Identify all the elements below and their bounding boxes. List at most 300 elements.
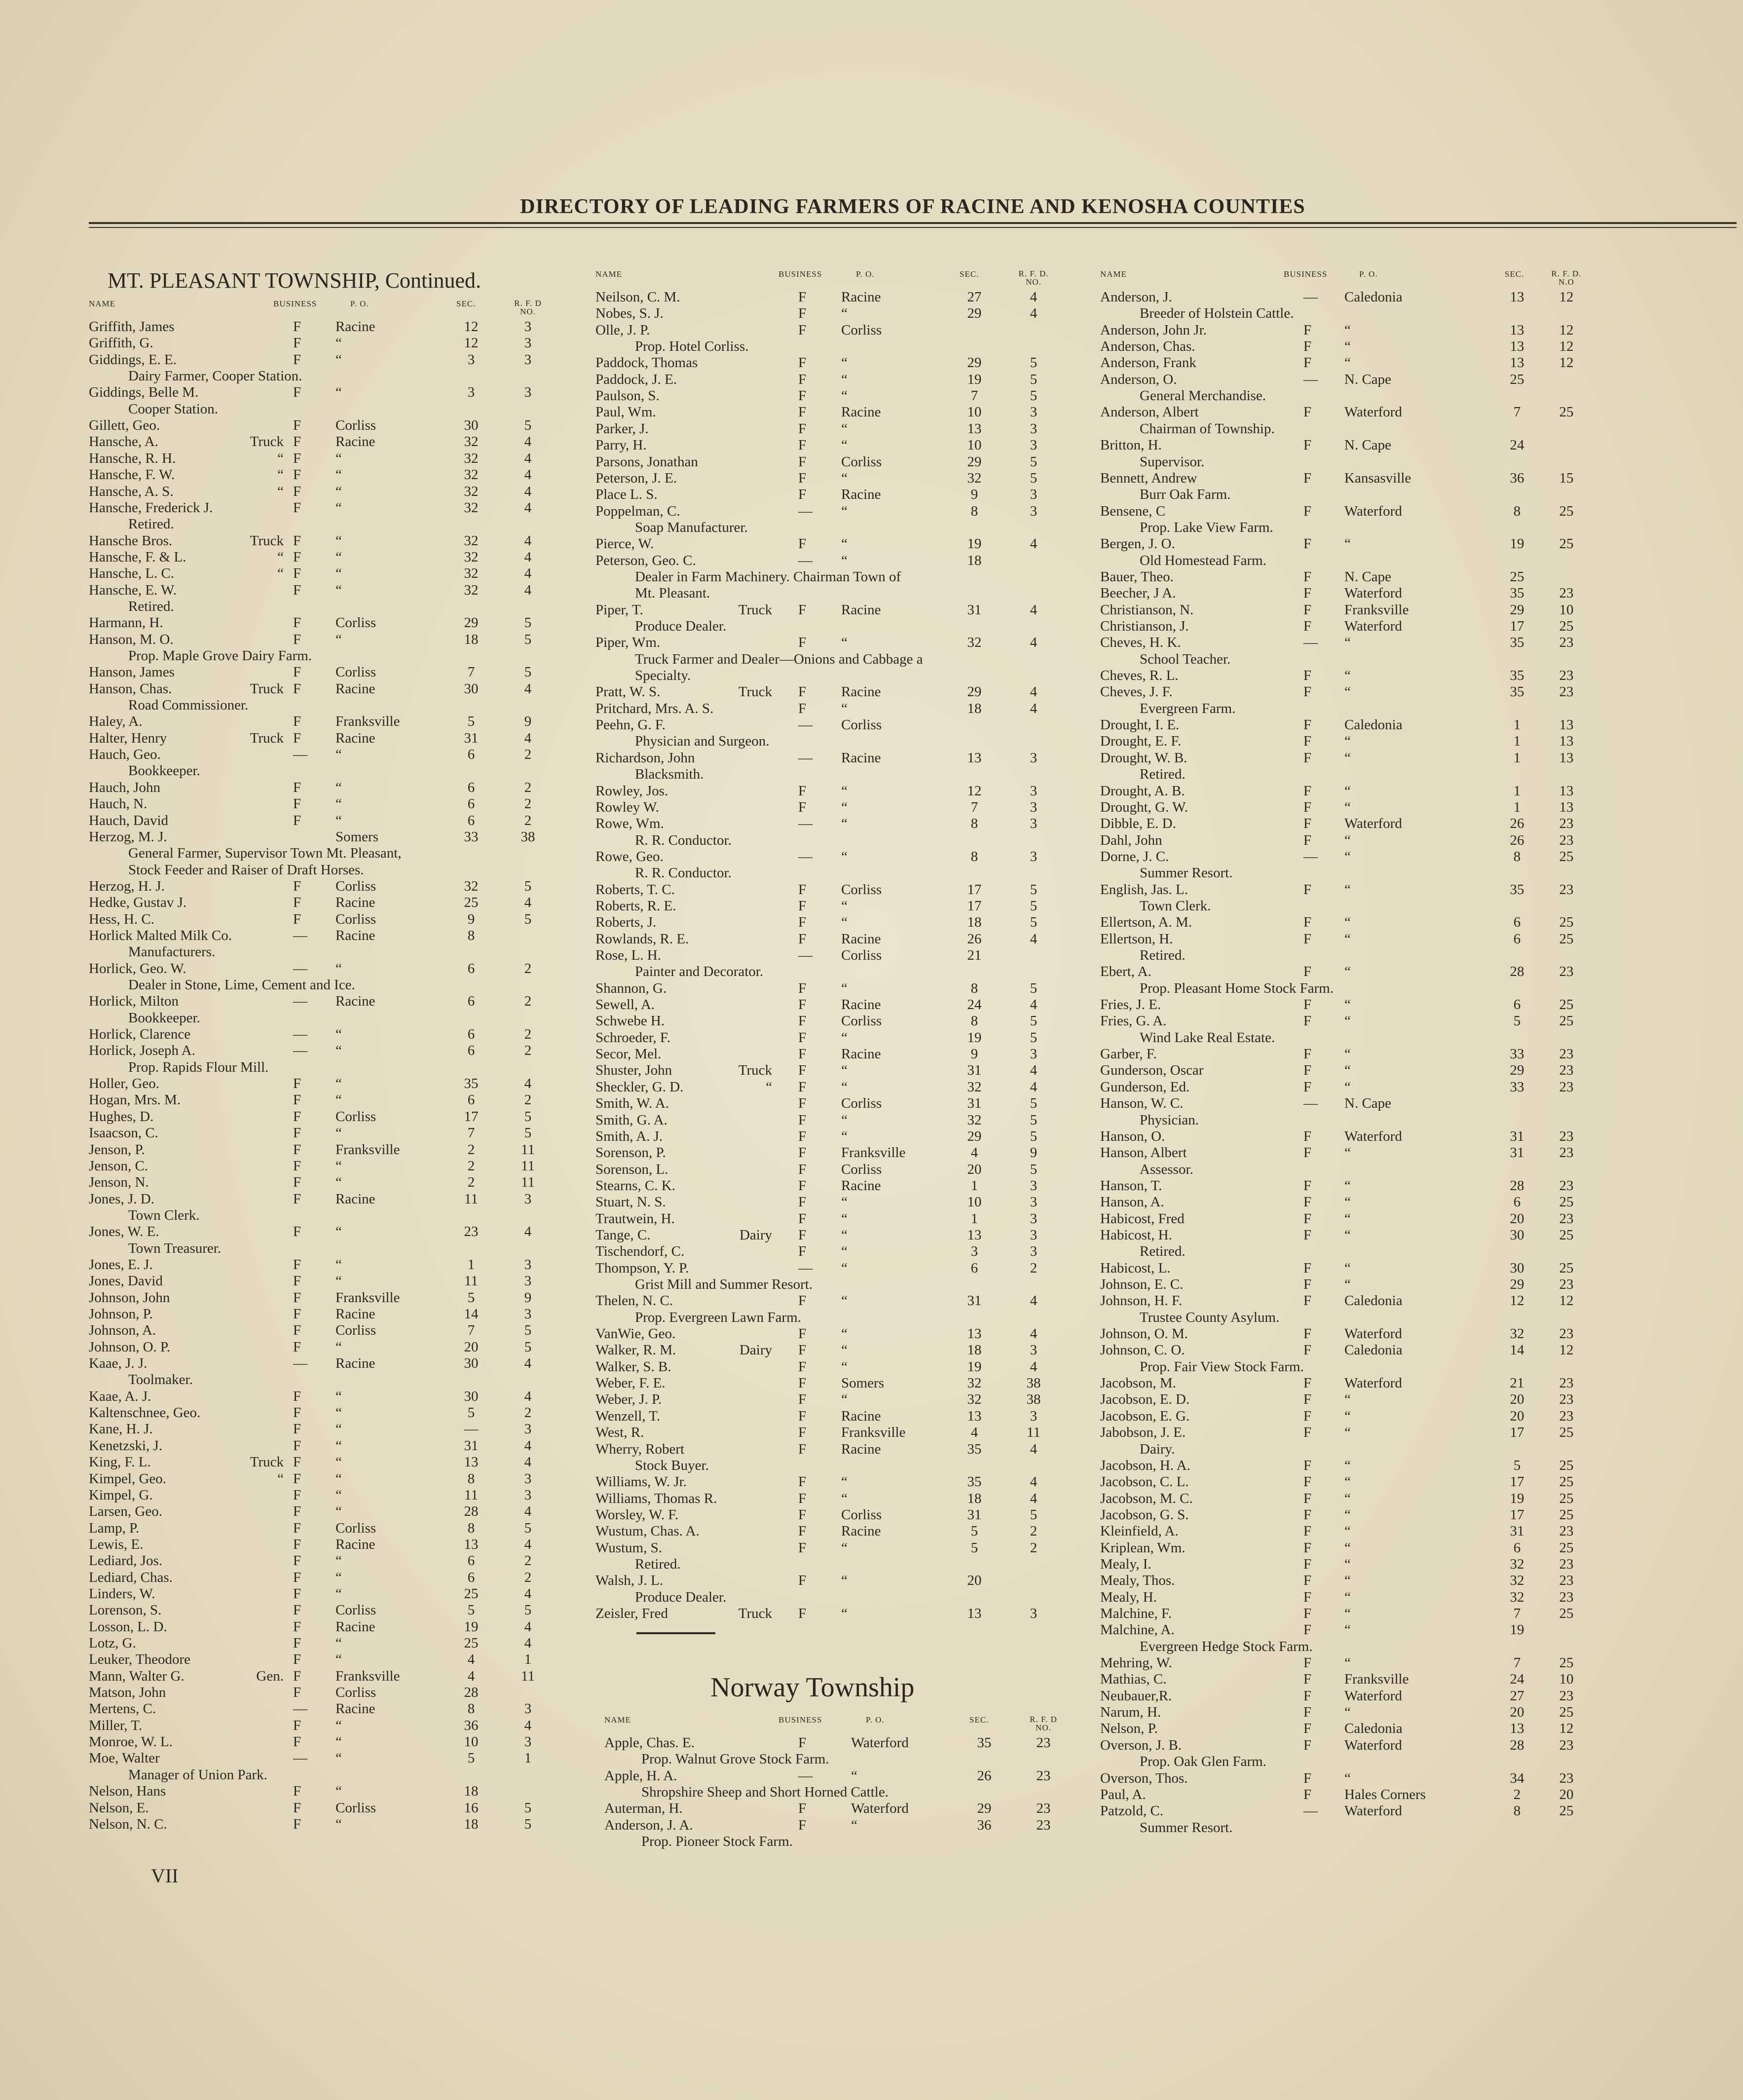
entry-note: Retired. — [1140, 1243, 1186, 1260]
entry-business: F — [798, 1046, 807, 1062]
entry-name: Kaae, A. J. — [89, 1388, 151, 1404]
entry-po: “ — [1344, 1622, 1351, 1638]
entry-note: Evergreen Hedge Stock Farm. — [1140, 1638, 1313, 1654]
entry-sec: 13 — [967, 1408, 982, 1424]
entry-po: N. Cape — [1344, 371, 1392, 387]
entry-rfd: 9 — [524, 713, 532, 730]
entry-name: Hansche, R. H. — [89, 450, 176, 466]
entry-rfd: 12 — [1559, 338, 1574, 355]
entry-business: — — [798, 750, 813, 766]
entry-rfd: 5 — [524, 1125, 532, 1141]
entry-rfd: 2 — [524, 1405, 532, 1421]
entry-name: Jacobson, H. A. — [1100, 1457, 1190, 1473]
entry-note: Burr Oak Farm. — [1140, 487, 1231, 503]
entry-sec: 13 — [1510, 322, 1524, 338]
entry-rfd: 4 — [1030, 1441, 1038, 1457]
entry-name: Shannon, G. — [595, 980, 667, 996]
entry-rfd: 23 — [1559, 1276, 1574, 1292]
entry-name: Jacobson, E. D. — [1100, 1391, 1190, 1408]
entry-rfd: 3 — [1030, 1243, 1038, 1260]
entry-rfd: 3 — [524, 1191, 532, 1207]
entry-sec: 13 — [1510, 338, 1524, 355]
entry-po: “ — [335, 450, 342, 466]
entry-sec: 1 — [1513, 783, 1521, 799]
entry-po: “ — [841, 1128, 848, 1144]
entry-name: Anderson, John Jr. — [1100, 322, 1207, 338]
entry-business: F — [1303, 1375, 1312, 1391]
entry-trade: Truck — [250, 680, 284, 697]
entry-business: F — [1303, 832, 1312, 848]
entry-po: Waterford — [1344, 1803, 1402, 1819]
entry-sec: 18 — [967, 552, 982, 568]
entry-rfd: 4 — [524, 1717, 532, 1733]
directory-row — [0, 997, 1743, 1013]
entry-business: F — [293, 467, 301, 483]
entry-name: Monroe, W. L. — [89, 1734, 173, 1750]
entry-sec: 6 — [467, 1553, 475, 1569]
entry-name: Poppelman, C. — [595, 503, 680, 519]
entry-business: F — [1303, 1688, 1312, 1704]
entry-business: F — [1303, 684, 1312, 700]
entry-rfd: 12 — [1559, 355, 1574, 371]
entry-po: Corliss — [335, 1685, 376, 1701]
entry-rfd: 4 — [1030, 1474, 1038, 1490]
entry-note: Retired. — [1140, 766, 1186, 783]
entry-sec: 32 — [1510, 1556, 1524, 1572]
entry-sec: 31 — [464, 1437, 479, 1454]
entry-rfd: 23 — [1559, 832, 1574, 848]
entry-po: “ — [335, 1750, 342, 1766]
entry-rfd: 25 — [1559, 1803, 1574, 1819]
entry-business: F — [798, 1227, 807, 1243]
entry-sec: 31 — [1510, 1523, 1524, 1539]
entry-rfd: 3 — [524, 1256, 532, 1273]
entry-po: Waterford — [1344, 1737, 1402, 1753]
entry-name: Johnson, A. — [89, 1322, 156, 1339]
header-po: P. O. — [350, 299, 369, 308]
entry-rfd: 5 — [1030, 881, 1038, 898]
entry-po: “ — [841, 1474, 848, 1490]
entry-business: F — [798, 1013, 807, 1029]
directory-row — [0, 1787, 1743, 1803]
entry-po: Caledonia — [1344, 1342, 1403, 1358]
directory-row — [0, 799, 1743, 816]
entry-name: Christianson, N. — [1100, 601, 1194, 618]
entry-po: Kansasville — [1344, 470, 1411, 486]
header-name: NAME — [1100, 269, 1127, 279]
entry-po: Waterford — [1344, 1375, 1402, 1391]
directory-row — [0, 1507, 1743, 1523]
norway-title: Norway Township — [710, 1672, 915, 1703]
entry-sec: 1 — [970, 1210, 978, 1227]
entry-note: R. R. Conductor. — [635, 832, 732, 848]
entry-sec: 13 — [464, 1536, 479, 1552]
entry-business: F — [1303, 355, 1312, 371]
entry-business: F — [1303, 1391, 1312, 1408]
top-rule-thick — [89, 222, 1737, 224]
entry-name: Schroeder, F. — [595, 1029, 670, 1046]
entry-rfd: 5 — [1030, 1506, 1038, 1523]
directory-row — [0, 1079, 1743, 1095]
entry-name: Sewell, A. — [595, 997, 655, 1013]
entry-rfd: 4 — [1030, 700, 1038, 716]
entry-sec: 8 — [467, 1470, 475, 1487]
entry-rfd: 5 — [1030, 1161, 1038, 1177]
entry-business: F — [798, 914, 807, 931]
entry-name: Ellertson, A. M. — [1100, 914, 1192, 931]
entry-business: — — [1303, 848, 1318, 864]
entry-rfd: 4 — [1030, 1079, 1038, 1095]
entry-rfd: 3 — [1030, 1227, 1038, 1243]
header-name: NAME — [604, 1715, 631, 1725]
entry-business: F — [1303, 1490, 1312, 1506]
entry-sec: 16 — [464, 1800, 479, 1816]
entry-rfd: 2 — [1030, 1523, 1038, 1539]
entry-business: F — [293, 549, 301, 565]
entry-business: F — [798, 799, 807, 815]
entry-name: Miller, T. — [89, 1717, 143, 1733]
entry-po: “ — [335, 1158, 342, 1174]
entry-name: Kimpel, G. — [89, 1487, 153, 1503]
entry-business: F — [798, 1210, 807, 1227]
entry-business: F — [293, 1076, 301, 1092]
entry-po: “ — [1344, 536, 1351, 552]
entry-note: Bookkeeper. — [128, 1010, 200, 1026]
entry-name: VanWie, Geo. — [595, 1326, 676, 1342]
entry-po: “ — [841, 388, 848, 404]
entry-po: “ — [335, 351, 342, 368]
entry-rfd: 4 — [524, 532, 532, 549]
entry-business: F — [293, 1224, 301, 1240]
entry-rfd: 5 — [1030, 371, 1038, 387]
entry-sec: 4 — [467, 1651, 475, 1668]
entry-rfd: 5 — [1030, 898, 1038, 914]
entry-sec: 1 — [970, 1177, 978, 1194]
entry-sec: 11 — [464, 1487, 478, 1503]
entry-name: Paulson, S. — [595, 388, 660, 404]
entry-sec: 31 — [967, 1506, 982, 1523]
entry-note: Shropshire Sheep and Short Horned Cattle. — [641, 1784, 889, 1800]
directory-row — [0, 1194, 1743, 1210]
entry-business: F — [1303, 1293, 1312, 1309]
entry-business: F — [1303, 1655, 1312, 1671]
entry-rfd: 2 — [1030, 1260, 1038, 1276]
entry-po: “ — [841, 700, 848, 716]
entry-rfd: 4 — [1030, 289, 1038, 305]
entry-po: Corliss — [841, 947, 882, 963]
directory-row — [0, 1062, 1743, 1079]
entry-name: Johnson, O. P. — [89, 1339, 171, 1355]
entry-business: F — [1303, 568, 1312, 585]
entry-po: “ — [841, 1391, 848, 1408]
entry-po: “ — [1344, 338, 1351, 355]
entry-name: Zeisler, Fred — [595, 1606, 668, 1621]
entry-name: Hansche, F. W. — [89, 467, 175, 483]
directory-row — [0, 947, 1743, 964]
entry-po: “ — [1344, 1539, 1351, 1556]
entry-name: Matson, John — [89, 1685, 166, 1701]
entry-po: Corliss — [335, 1108, 376, 1125]
entry-business: — — [798, 552, 813, 568]
entry-trade: Gen. — [256, 1668, 284, 1684]
entry-sec: 6 — [467, 960, 475, 976]
entry-rfd: 4 — [1030, 1326, 1038, 1342]
entry-name: Anderson, Frank — [1100, 355, 1196, 371]
entry-business: F — [798, 1606, 807, 1621]
entry-business: — — [1303, 1095, 1318, 1112]
entry-name: West, R. — [595, 1425, 644, 1441]
entry-po: Racine — [335, 680, 375, 697]
directory-row — [0, 1276, 1743, 1293]
entry-business: F — [293, 1454, 301, 1470]
directory-row — [0, 849, 1743, 865]
entry-note: Produce Dealer. — [635, 1589, 727, 1605]
entry-po: “ — [335, 1816, 342, 1832]
entry-rfd: 23 — [1559, 1556, 1574, 1572]
directory-row — [0, 931, 1743, 947]
entry-po: “ — [335, 1092, 342, 1108]
entry-name: Drought, I. E. — [1100, 717, 1180, 733]
entry-rfd: 5 — [524, 1800, 532, 1816]
entry-name: Hanson, T. — [1100, 1177, 1162, 1194]
entry-rfd: 2 — [524, 747, 532, 763]
entry-business: F — [1303, 404, 1312, 420]
entry-note: R. R. Conductor. — [635, 865, 732, 881]
entry-sec: 28 — [1510, 1737, 1524, 1753]
entry-note: Retired. — [635, 1556, 681, 1572]
entry-po: “ — [841, 1539, 848, 1556]
entry-rfd: 25 — [1559, 1457, 1574, 1473]
directory-row — [0, 783, 1743, 799]
entry-name: Giddings, E. E. — [89, 351, 177, 368]
entry-name: Rowley, Jos. — [595, 783, 668, 799]
entry-business: F — [798, 536, 807, 552]
entry-sec: 5 — [1513, 1457, 1521, 1473]
entry-sec: 17 — [967, 881, 982, 898]
entry-name: Nelson, P. — [1100, 1721, 1158, 1737]
entry-po: Racine — [841, 684, 881, 700]
directory-row — [0, 1243, 1743, 1260]
directory-row — [0, 1046, 1743, 1062]
directory-row — [0, 1817, 1743, 1834]
entry-rfd: 3 — [524, 1734, 532, 1750]
entry-rfd: 23 — [1559, 1326, 1574, 1342]
entry-sec: 17 — [464, 1108, 479, 1125]
entry-po: Corliss — [335, 615, 376, 631]
entry-sec: 21 — [967, 947, 982, 963]
entry-name: Kleinfield, A. — [1100, 1523, 1179, 1539]
entry-rfd: 13 — [1559, 799, 1574, 815]
entry-rfd: 3 — [1030, 503, 1038, 519]
entry-business: F — [798, 1029, 807, 1046]
entry-sec: 32 — [967, 1391, 982, 1408]
entry-sec: 28 — [464, 1503, 479, 1520]
entry-rfd: 11 — [1027, 1425, 1040, 1441]
entry-business: F — [293, 1816, 301, 1832]
header-business: BUSINESS — [779, 1715, 822, 1725]
entry-rfd: 25 — [1559, 1539, 1574, 1556]
entry-po: “ — [841, 898, 848, 914]
entry-business: F — [1303, 1326, 1312, 1342]
entry-sec: 29 — [1510, 1276, 1524, 1292]
entry-sec: 32 — [464, 878, 479, 894]
entry-business: F — [293, 911, 301, 927]
directory-row — [0, 1458, 1743, 1474]
entry-sec: 13 — [967, 420, 982, 437]
entry-rfd: 12 — [1559, 1721, 1574, 1737]
entry-name: Nelson, N. C. — [89, 1816, 167, 1832]
entry-name: Hess, H. C. — [89, 911, 154, 927]
entry-name: Hansche, F. & L. — [89, 549, 186, 565]
entry-name: Parker, J. — [595, 420, 649, 437]
directory-row — [0, 701, 1743, 717]
entry-sec: 18 — [464, 631, 479, 647]
entry-business: F — [1303, 717, 1312, 733]
entry-name: Fries, J. E. — [1100, 997, 1161, 1013]
entry-po: Caledonia — [1344, 717, 1403, 733]
entry-rfd: 25 — [1559, 1474, 1574, 1490]
entry-sec: 32 — [464, 483, 479, 499]
entry-business: F — [1303, 1079, 1312, 1095]
entry-rfd: 3 — [524, 1470, 532, 1487]
entry-business: F — [293, 779, 301, 795]
entry-note: Retired. — [128, 516, 174, 532]
entry-business: F — [1303, 750, 1312, 766]
entry-name: Rowlands, R. E. — [595, 931, 689, 947]
entry-rfd: 4 — [1030, 1358, 1038, 1375]
entry-sec: 25 — [464, 1635, 479, 1651]
entry-sec: 28 — [1510, 964, 1524, 980]
entry-business: F — [1303, 1062, 1312, 1079]
entry-sec: 2 — [467, 1158, 475, 1174]
entry-business: F — [798, 1342, 807, 1358]
entry-sec: 32 — [1510, 1589, 1524, 1605]
entry-business: F — [1303, 997, 1312, 1013]
entry-rfd: 4 — [524, 549, 532, 565]
entry-rfd: 4 — [524, 1355, 532, 1372]
entry-rfd: 25 — [1559, 1194, 1574, 1210]
entry-po: “ — [841, 1062, 848, 1079]
entry-business: — — [293, 1026, 307, 1043]
entry-po: Franksville — [335, 1289, 400, 1306]
entry-rfd: 25 — [1559, 1013, 1574, 1029]
entry-sec: 6 — [467, 812, 475, 828]
entry-business: F — [798, 601, 807, 618]
entry-name: Narum, H. — [1100, 1704, 1161, 1721]
directory-row — [0, 1540, 1743, 1556]
directory-row — [0, 964, 1743, 980]
entry-business: F — [798, 980, 807, 996]
entry-business: F — [293, 1339, 301, 1355]
entry-sec: 24 — [1510, 1671, 1524, 1688]
entry-note: Prop. Maple Grove Dairy Farm. — [128, 648, 312, 664]
entry-rfd: 13 — [1559, 750, 1574, 766]
entry-sec: 17 — [1510, 1506, 1524, 1523]
entry-po: “ — [1344, 931, 1351, 947]
entry-rfd: 3 — [524, 319, 532, 335]
entry-name: Johnson, C. O. — [1100, 1342, 1185, 1358]
entry-name: Tange, C. — [595, 1227, 651, 1243]
entry-business: F — [293, 1783, 301, 1800]
entry-po: Franksville — [841, 1145, 906, 1161]
entry-po: “ — [1344, 1425, 1351, 1441]
entry-note: Prop. Oak Glen Farm. — [1140, 1754, 1266, 1770]
entry-rfd: 4 — [1030, 536, 1038, 552]
entry-rfd: 4 — [524, 565, 532, 582]
entry-note: Supervisor. — [1140, 453, 1205, 470]
header-business: BUSINESS — [273, 299, 317, 308]
entry-name: Jones, J. D. — [89, 1191, 154, 1207]
entry-note: Prop. Walnut Grove Stock Farm. — [641, 1751, 829, 1767]
entry-note: Town Clerk. — [1140, 898, 1211, 914]
entry-po: “ — [335, 747, 342, 763]
entry-po: “ — [1344, 750, 1351, 766]
entry-business: F — [1303, 1589, 1312, 1605]
entry-po: Franksville — [841, 1425, 906, 1441]
entry-sec: 31 — [967, 1062, 982, 1079]
entry-po: “ — [841, 848, 848, 864]
entry-rfd: 25 — [1559, 931, 1574, 947]
entry-business: F — [1303, 536, 1312, 552]
entry-po: “ — [1344, 1046, 1351, 1062]
entry-rfd: 3 — [1030, 750, 1038, 766]
entry-rfd: 2 — [524, 779, 532, 795]
entry-name: Kriplean, Wm. — [1100, 1539, 1186, 1556]
entry-po: “ — [335, 1503, 342, 1520]
entry-rfd: 3 — [1030, 1408, 1038, 1424]
entry-name: Jabobson, J. E. — [1100, 1425, 1186, 1441]
entry-rfd: 2 — [524, 796, 532, 812]
entry-note: Prop. Hotel Corliss. — [635, 338, 749, 355]
entry-po: “ — [841, 503, 848, 519]
entry-po: “ — [1344, 1606, 1351, 1621]
entry-rfd: 10 — [1559, 1671, 1574, 1688]
entry-name: Peehn, G. F. — [595, 717, 666, 733]
entry-rfd: 12 — [1559, 1293, 1574, 1309]
entry-po: “ — [335, 1273, 342, 1289]
entry-rfd: 23 — [1559, 1523, 1574, 1539]
entry-rfd: 5 — [1030, 980, 1038, 996]
entry-po: Racine — [841, 997, 881, 1013]
header-rfd: R. F. D. N.O — [1551, 269, 1582, 287]
entry-sec: 13 — [967, 1606, 982, 1621]
entry-po: “ — [335, 1174, 342, 1191]
entry-po: “ — [335, 335, 342, 351]
entry-sec: 30 — [464, 417, 479, 434]
entry-rfd: 5 — [1030, 1029, 1038, 1046]
entry-trade: Truck — [250, 730, 284, 746]
directory-row — [0, 980, 1743, 997]
entry-po: “ — [1344, 1145, 1351, 1161]
entry-business: F — [293, 1717, 301, 1733]
entry-name: Roberts, T. C. — [595, 881, 675, 898]
entry-rfd: 4 — [1030, 684, 1038, 700]
entry-name: Rowley W. — [595, 799, 659, 815]
entry-name: Parsons, Jonathan — [595, 453, 698, 470]
entry-sec: 7 — [1513, 404, 1521, 420]
entry-sec: 6 — [467, 1026, 475, 1043]
entry-business: F — [1303, 1474, 1312, 1490]
entry-rfd: 25 — [1559, 1490, 1574, 1506]
entry-trade: Dairy — [739, 1227, 772, 1243]
entry-name: Peterson, Geo. C. — [595, 552, 696, 568]
entry-business: F — [798, 1735, 807, 1751]
entry-rfd: 25 — [1559, 503, 1574, 519]
directory-row — [0, 553, 1743, 569]
entry-sec: 18 — [967, 1342, 982, 1358]
entry-po: Caledonia — [1344, 1721, 1403, 1737]
header-sec: SEC. — [969, 1715, 989, 1725]
